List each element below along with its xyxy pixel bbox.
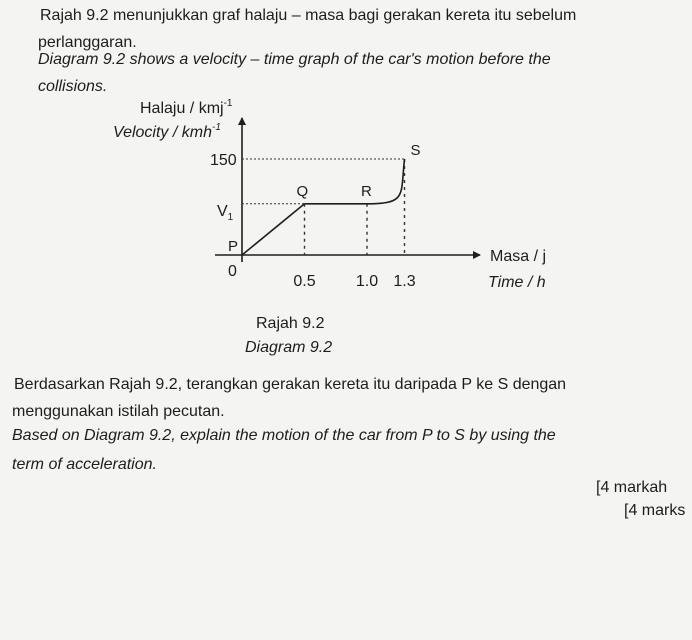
marks-en: [4 marks <box>624 502 686 519</box>
y-tick-label-v1-text: V <box>217 203 228 220</box>
velocity-curve <box>242 159 405 255</box>
task-line-ms-2: menggunakan istilah pecutan. <box>12 403 225 420</box>
y-axis-label-ms-exp: -1 <box>223 98 233 109</box>
diagram-caption-en: Diagram 9.2 <box>245 339 333 356</box>
x-axis-label-en: Time / h <box>488 274 546 291</box>
y-axis-label-en <box>113 122 221 141</box>
x-tick-label: 1.3 <box>393 273 416 290</box>
diagram-caption-ms: Rajah 9.2 <box>256 315 325 332</box>
point-label-r: R <box>361 182 372 200</box>
question-line-ms-1: Rajah 9.2 menunjukkan graf halaju – masa bagi gerakan kereta itu sebelum <box>40 7 577 24</box>
segment-rs <box>367 159 405 204</box>
task-line-en-1: Based on Diagram 9.2, explain the motion of the car from P to S by using the <box>12 427 556 444</box>
y-axis-label-en-text: Velocity / kmh <box>113 124 212 141</box>
segment-pq <box>242 204 305 255</box>
point-label-q: Q <box>296 182 309 200</box>
y-tick-label-v1 <box>217 203 234 223</box>
question-line-en-1: Diagram 9.2 shows a velocity – time graph of the car's motion before the <box>38 51 551 68</box>
point-label-p: P <box>228 238 239 255</box>
guide-lines <box>242 159 405 255</box>
y-tick-label-150: 150 <box>210 152 237 169</box>
marks-ms: [4 markah <box>596 479 668 496</box>
y-tick-label-0: 0 <box>228 263 237 280</box>
task-line-ms-1: Berdasarkan Rajah 9.2, terangkan gerakan kereta itu daripada P ke S dengan <box>14 376 567 393</box>
x-tick-labels <box>293 273 415 290</box>
question-line-ms-2: perlanggaran. <box>38 34 137 51</box>
x-tick-label: 1.0 <box>355 273 379 290</box>
question-line-en-2: collisions. <box>38 78 108 95</box>
y-axis-label-ms <box>140 98 233 117</box>
x-axis-label-ms: Masa / j <box>490 248 547 265</box>
x-tick-label: 0.5 <box>293 273 316 290</box>
y-tick-label-v1-sub: 1 <box>227 212 234 223</box>
point-label-s: S <box>410 142 421 159</box>
y-axis-label-ms-text: Halaju / kmj <box>140 100 224 117</box>
task-line-en-2: term of acceleration. <box>12 456 157 473</box>
y-axis-label-en-exp: -1 <box>212 122 221 133</box>
